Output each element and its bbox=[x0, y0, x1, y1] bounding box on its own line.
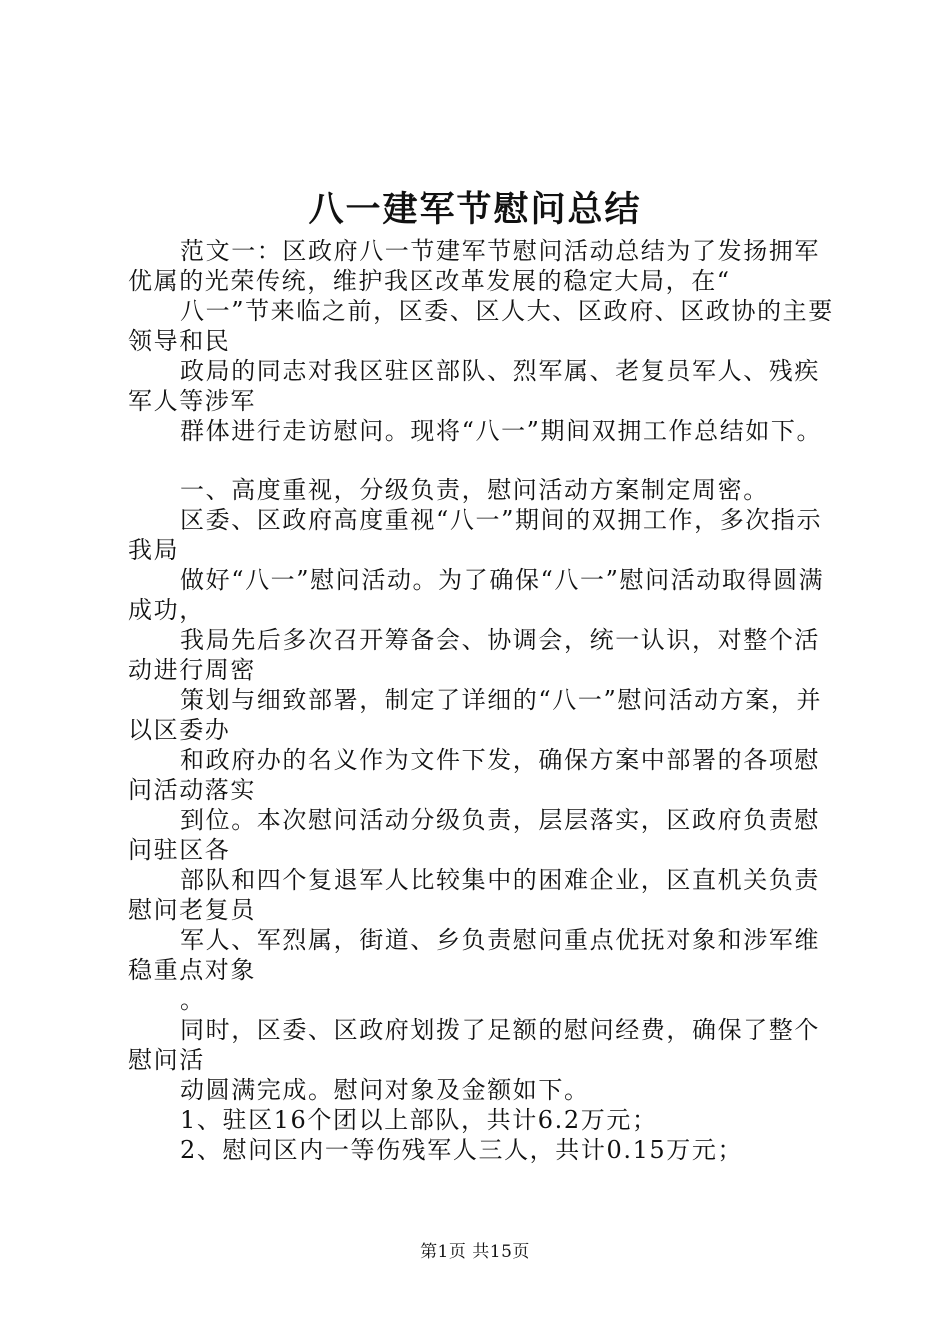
list-item-2: 2、慰问区内一等伤残军人三人，共计0.15万元； bbox=[180, 1136, 744, 1164]
paragraph-intro-4: 群体进行走访慰问。现将“八一”期间双拥工作总结如下。 bbox=[180, 417, 823, 445]
paragraph-intro-3: 政局的同志对我区驻区部队、烈军属、老复员军人、残疾军人等涉军 bbox=[128, 357, 820, 415]
paragraph-body-4: 策划与细致部署，制定了详细的“八一”慰问活动方案，并以区委办 bbox=[128, 686, 823, 744]
paragraph-body-2: 做好“八一”慰问活动。为了确保“八一”慰问活动取得圆满成功， bbox=[128, 566, 825, 624]
paragraph-body-10: 同时，区委、区政府划拨了足额的慰问经费，确保了整个慰问活 bbox=[128, 1016, 820, 1074]
paragraph-body-3: 我局先后多次召开筹备会、协调会，统一认识，对整个活动进行周密 bbox=[128, 626, 820, 684]
paragraph-body-5: 和政府办的名义作为文件下发，确保方案中部署的各项慰问活动落实 bbox=[128, 746, 820, 804]
paragraph-body-1: 区委、区政府高度重视“八一”期间的双拥工作，多次指示我局 bbox=[128, 506, 823, 564]
paragraph-body-7: 部队和四个复退军人比较集中的困难企业，区直机关负责慰问老复员 bbox=[128, 866, 820, 924]
list-item-1: 1、驻区16个团以上部队，共计6.2万元； bbox=[180, 1106, 658, 1134]
paragraph-intro-1: 范文一：区政府八一节建军节慰问活动总结为了发扬拥军优属的光荣传统，维护我区改革发展的稳定大局，在“ bbox=[128, 237, 820, 295]
section-heading-1: 一、高度重视，分级负责，慰问活动方案制定周密。 bbox=[180, 476, 769, 504]
paragraph-spacer bbox=[128, 446, 840, 475]
document-title: 八一建军节慰问总结 bbox=[308, 189, 642, 230]
document-body bbox=[128, 236, 840, 1165]
paragraph-body-6: 到位。本次慰问活动分级负责，层层落实，区政府负责慰问驻区各 bbox=[128, 806, 820, 864]
paragraph-body-9: 。 bbox=[180, 986, 206, 1014]
page-footer: 第1页 共15页 bbox=[420, 1242, 530, 1262]
paragraph-intro-2: 八一”节来临之前，区委、区人大、区政府、区政协的主要领导和民 bbox=[128, 297, 834, 355]
paragraph-body-8: 军人、军烈属，街道、乡负责慰问重点优抚对象和涉军维稳重点对象 bbox=[128, 926, 820, 984]
paragraph-body-11: 动圆满完成。慰问对象及金额如下。 bbox=[180, 1076, 590, 1104]
